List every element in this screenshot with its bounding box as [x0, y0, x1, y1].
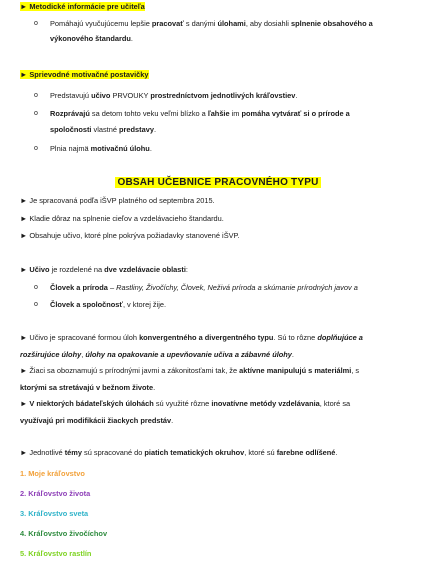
text-segment: ► — [20, 265, 30, 274]
section-heading-motivational: ► Sprievodné motivačné postavičky — [20, 70, 149, 79]
text-segment: sú využité rôzne — [153, 399, 212, 408]
kingdom-item-2: 2. Kráľovstvo života — [20, 489, 91, 498]
list-item — [34, 144, 422, 155]
text-segment: dve vzdelávacie oblasti — [104, 265, 186, 274]
text-segment: . — [335, 448, 338, 457]
section-motivational-characters — [20, 70, 422, 155]
text-segment: . Sú to rôzne — [273, 333, 318, 342]
text-segment: . — [153, 124, 156, 134]
text-segment: ► — [20, 399, 30, 408]
text-segment: , aby dosiahli — [245, 18, 292, 28]
text-segment: konvergentného a divergentného typu — [139, 333, 274, 342]
list-item — [34, 300, 422, 311]
text-segment: témy — [64, 448, 82, 457]
text-segment: vlastné — [91, 124, 120, 134]
areas-section — [20, 265, 422, 311]
text-segment: Rozprávajú — [50, 109, 90, 118]
text-segment: doplňujúce a — [317, 333, 363, 342]
text-segment: predstavy — [119, 124, 154, 134]
text-segment: , ktoré sa — [319, 399, 351, 408]
text-segment: – — [107, 282, 117, 292]
text-segment: Človek a príroda — [50, 282, 108, 292]
method-line — [20, 416, 422, 427]
method-line — [20, 383, 422, 394]
intro-line — [20, 214, 422, 225]
text-segment: výkonového štandardu — [50, 34, 131, 43]
text-segment: učivo — [91, 90, 111, 100]
text-segment: : — [185, 265, 188, 274]
text-segment: ► Kladie dôraz na splnenie cieľov a vzdelávacieho štandardu. — [20, 213, 224, 223]
text-segment: motivačnú úlohu — [90, 144, 150, 153]
kingdom-item-3: 3. Kráľovstvo sveta — [20, 509, 89, 518]
text-segment: , ktoré sú — [244, 448, 277, 457]
text-segment: inovatívne metódy vzdelávania — [211, 399, 320, 408]
kingdom-item-5: 5. Kráľovstvo rastlín — [20, 549, 92, 558]
method-line — [20, 333, 422, 344]
text-segment: ktorými sa stretávajú v bežnom živote — [20, 382, 154, 392]
text-segment: prostredníctvom jednotlivých kráľovstiev — [150, 90, 296, 100]
text-segment: využívajú pri modifikácii žiackych predstáv — [20, 415, 172, 425]
text-segment: , s — [351, 366, 360, 375]
page-title-wrap — [0, 178, 436, 189]
text-segment: V niektorých bádateľských úlohách — [29, 399, 154, 408]
method-line — [20, 399, 422, 410]
text-segment: rozširujúce úlohy — [20, 349, 82, 359]
themes-section — [20, 448, 422, 459]
text-segment: ľahšie — [207, 109, 230, 118]
text-segment: pracovať — [151, 18, 184, 28]
themes-line — [20, 448, 422, 459]
text-segment: ► Žiaci sa oboznamujú s prírodnými javmi a zákonitosťami tak, že — [20, 366, 240, 375]
text-segment: splnenie obsahového a — [291, 18, 373, 28]
text-segment: s danými — [183, 18, 218, 28]
text-segment: ► Je spracovaná podľa iŠVP platného od septembra 2015. — [20, 196, 215, 205]
intro-list — [20, 196, 422, 242]
text-segment: farebne odlíšené — [276, 448, 336, 457]
areas-lead — [20, 265, 422, 276]
text-segment: Človek a spoločnosť — [50, 300, 123, 309]
page-title: OBSAH UČEBNICE PRACOVNÉHO TYPU — [117, 177, 319, 188]
section-methodical-info — [20, 2, 422, 45]
list-item — [34, 109, 422, 135]
text-segment: aktívne manipulujú s materiálmi — [239, 366, 352, 375]
text-segment: ► Jednotlivé — [20, 448, 65, 457]
list-item — [34, 91, 422, 102]
text-segment: . — [153, 382, 156, 392]
method-line — [20, 350, 422, 361]
text-segment: im — [229, 109, 242, 118]
text-segment: Učivo — [29, 265, 50, 274]
text-segment: Pomáhajú vyučujúcemu lepšie — [50, 18, 152, 28]
text-segment: . — [291, 349, 294, 359]
text-segment: PRVOUKY — [110, 90, 151, 100]
text-segment: pomáha vytvárať si o prírode a — [241, 109, 350, 118]
text-segment: piatich tematických okruhov — [144, 448, 245, 457]
method-line — [20, 366, 422, 377]
text-segment: úlohami — [217, 18, 246, 28]
text-segment: Predstavujú — [50, 90, 92, 100]
text-segment: Plnia najmä — [50, 144, 91, 153]
text-segment: . — [295, 90, 298, 100]
intro-line — [20, 231, 422, 242]
text-segment: , v ktorej žije. — [122, 300, 167, 309]
text-segment: sú spracované do — [81, 448, 145, 457]
kingdom-item-4: 4. Kráľovstvo živočíchov — [20, 529, 108, 538]
text-segment: ► Obsahuje učivo, ktoré plne pokrýva požiadavky stanovené iŠVP. — [20, 231, 240, 240]
intro-line — [20, 196, 422, 207]
text-segment: spoločnosti — [50, 124, 92, 134]
text-segment: sa detom tohto veku veľmi blízko a — [89, 109, 208, 118]
text-segment: ► Učivo je spracované formou úloh — [20, 333, 140, 342]
section-heading-methodical: ► Metodické informácie pre učiteľa — [20, 2, 145, 11]
text-segment: . — [130, 34, 133, 43]
list-item — [34, 19, 422, 45]
method-section — [20, 333, 422, 426]
text-segment: je rozdelené na — [49, 265, 105, 274]
text-segment: . — [149, 144, 152, 153]
kingdom-item-1: 1. Moje kráľovstvo — [20, 469, 85, 478]
text-segment: , — [81, 349, 86, 359]
text-segment: úlohy na opakovanie a upevňovanie učiva a zábavné úlohy — [85, 349, 292, 359]
list-item — [34, 283, 422, 294]
text-segment: . — [171, 415, 174, 425]
text-segment: Rastliny, Živočíchy, Človek, Neživá príroda a skúmanie prírodných javov a — [116, 282, 358, 292]
